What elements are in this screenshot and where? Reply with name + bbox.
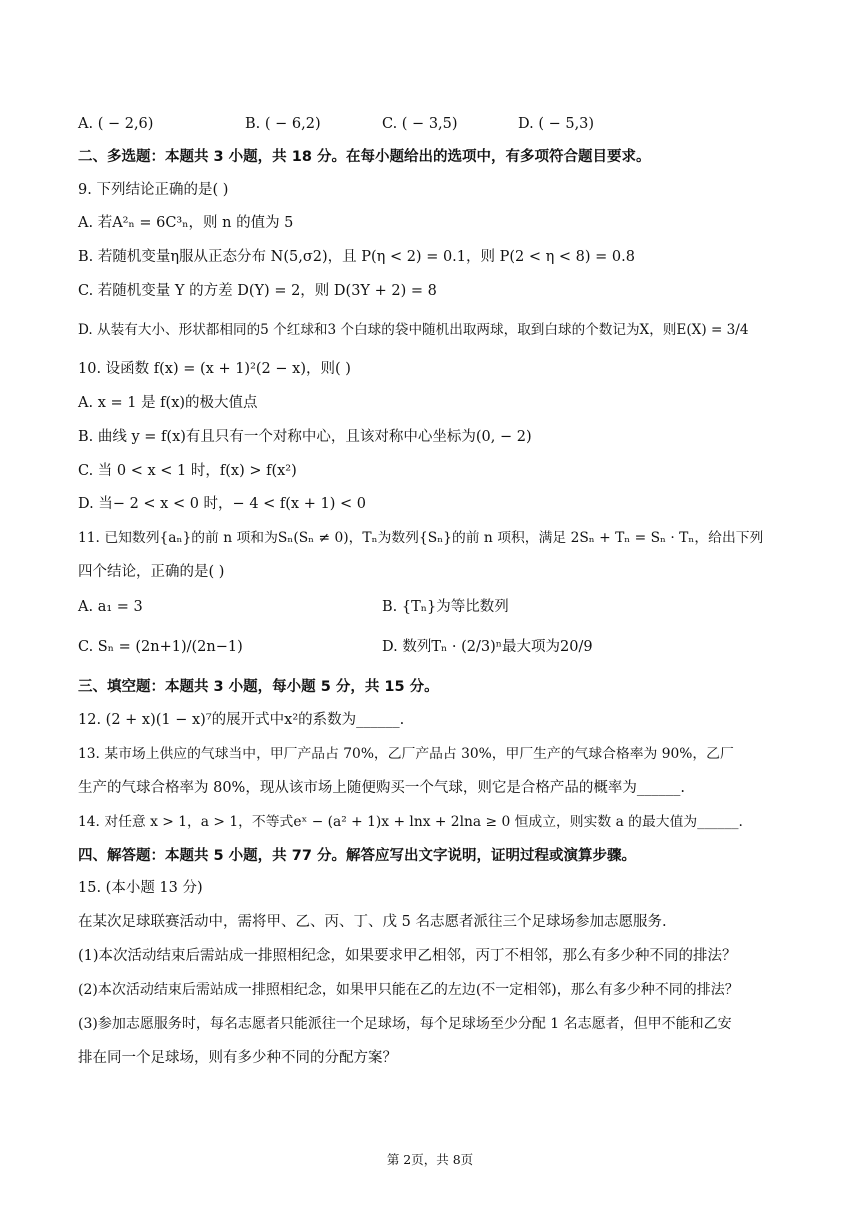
q9-stem: 9. 下列结论正确的是( ) <box>78 182 229 198</box>
q11-stem-line2: 四个结论，正确的是( ) <box>78 564 225 580</box>
q11-stem-line1: 11. 已知数列{aₙ}的前 n 项和为Sₙ(Sₙ ≠ 0)，Tₙ为数列{Sₙ}的前 n 项积，满足 2Sₙ + Tₙ = Sₙ · Tₙ，给出下列 <box>78 530 764 546</box>
q13-line2: 生产的气球合格率为 80%，现从该市场上随便购买一个气球，则它是合格产品的概率为______. <box>78 780 685 796</box>
q10-stem: 10. 设函数 f(x) = (x + 1)²(2 − x)，则( ) <box>78 361 351 377</box>
q15-part3-line2: 排在同一个足球场，则有多少种不同的分配方案？ <box>78 1050 397 1066</box>
q15-part1: (1)本次活动结束后需站成一排照相纪念，如果要求甲乙相邻，丙丁不相邻，那么有多少种不同的排法？ <box>78 948 737 964</box>
q11-option-b: B. {Tₙ}为等比数列 <box>382 599 509 615</box>
q8-option-a: A. ( − 2,6) <box>78 116 154 132</box>
section-heading-solution: 四、解答题：本题共 5 小题，共 77 分。解答应写出文字说明，证明过程或演算步骤。 <box>78 848 636 864</box>
q8-option-d: D. ( − 5,3) <box>518 116 595 132</box>
q10-option-c: C. 当 0 < x < 1 时，f(x) > f(x²) <box>78 463 297 479</box>
q13-line1: 13. 某市场上供应的气球当中，甲厂产品占 70%，乙厂产品占 30%，甲厂生产的气球合格率为 90%，乙厂 <box>78 746 734 762</box>
page-footer: 第 2页，共 8页 <box>386 1152 474 1167</box>
q12: 12. (2 + x)(1 − x)⁷的展开式中x²的系数为______. <box>78 712 405 728</box>
q8-option-b: B. ( − 6,2) <box>245 116 321 132</box>
q14: 14. 对任意 x > 1，a > 1，不等式eˣ − (a² + 1)x + lnx + 2lna ≥ 0 恒成立，则实数 a 的最大值为______. <box>78 814 743 830</box>
q15-part3-line1: (3)参加志愿服务时，每名志愿者只能派往一个足球场，每个足球场至少分配 1 名志愿者，但甲不能和乙安 <box>78 1016 732 1032</box>
q8-option-c: C. ( − 3,5) <box>382 116 458 132</box>
q15-part2: (2)本次活动结束后需站成一排照相纪念，如果甲只能在乙的左边(不一定相邻)，那么有多少种不同的排法？ <box>78 982 739 998</box>
q15-heading: 15. (本小题 13 分) <box>78 880 203 896</box>
q15-intro: 在某次足球联赛活动中，需将甲、乙、丙、丁、戊 5 名志愿者派往三个足球场参加志愿服务. <box>78 914 667 930</box>
section-heading-multiple-choice: 二、多选题：本题共 3 小题，共 18 分。在每小题给出的选项中，有多项符合题目要求。 <box>78 149 651 165</box>
q10-option-d: D. 当− 2 < x < 0 时，− 4 < f(x + 1) < 0 <box>78 496 366 512</box>
q10-option-b: B. 曲线 y = f(x)有且只有一个对称中心，且该对称中心坐标为(0, − 2) <box>78 429 532 445</box>
section-heading-fill-in: 三、填空题：本题共 3 小题，每小题 5 分，共 15 分。 <box>78 679 439 695</box>
q11-option-a: A. a₁ = 3 <box>78 599 143 615</box>
q9-option-a: A. 若A²ₙ = 6C³ₙ，则 n 的值为 5 <box>78 215 294 231</box>
q10-option-a: A. x = 1 是 f(x)的极大值点 <box>78 395 258 411</box>
q9-option-b: B. 若随机变量η服从正态分布 N(5,σ2)，且 P(η < 2) = 0.1，则 P(2 < η < 8) = 0.8 <box>78 249 635 265</box>
q11-option-d: D. 数列Tₙ · (2/3)ⁿ最大项为20/9 <box>382 639 593 655</box>
q9-option-c: C. 若随机变量 Y 的方差 D(Y) = 2，则 D(3Y + 2) = 8 <box>78 283 437 299</box>
q9-option-d: D. 从装有大小、形状都相同的5 个红球和3 个白球的袋中随机出取两球，取到白球的个数记为X，则E(X) = 3/4 <box>78 322 749 338</box>
q11-option-c: C. Sₙ = (2n+1)/(2n−1) <box>78 639 243 655</box>
